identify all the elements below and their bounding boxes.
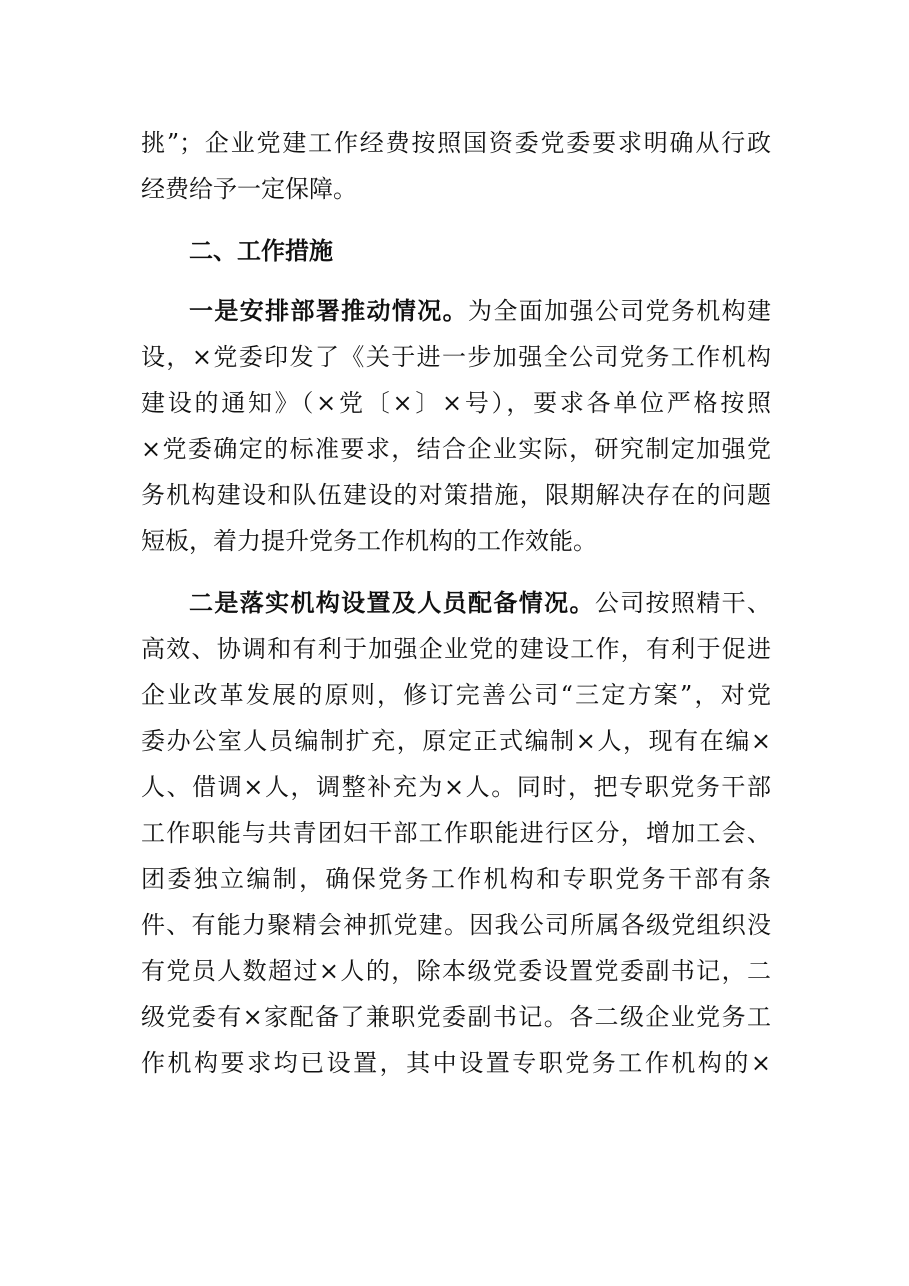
text-line: 级党委有×家配备了兼职党委副书记。各二级企业党务工	[141, 1003, 771, 1031]
text-line: 有党员人数超过×人的，除本级党委设置党委副书记，二	[141, 957, 771, 985]
text-line: 经费给予一定保障。	[141, 175, 357, 203]
paragraph-lead: 二是落实机构设置及人员配备情况。	[189, 588, 595, 617]
text-line: 务机构建设和队伍建设的对策措施，限期解决存在的问题	[141, 481, 771, 509]
text-line: 建设的通知》（×党〔×〕×号），要求各单位严格按照	[141, 389, 771, 417]
text-line: 作机构要求均已设置，其中设置专职党务工作机构的×	[141, 1049, 771, 1077]
paragraph-text: 公司按照精干、	[594, 589, 771, 617]
text-line: 人、借调×人，调整补充为×人。同时，把专职党务干部	[141, 773, 771, 801]
text-line: 工作职能与共青团妇干部工作职能进行区分，增加工会、	[141, 819, 771, 847]
paragraph-text: 为全面加强公司党务机构建	[468, 297, 771, 325]
text-line: 挑”；企业党建工作经费按照国资委党委要求明确从行政	[141, 129, 771, 157]
section-heading: 二、工作措施	[189, 236, 333, 265]
text-line: 企业改革发展的原则，修订完善公司“三定方案”，对党	[141, 681, 771, 709]
paragraph-lead: 一是安排部署推动情况。	[189, 296, 468, 325]
text-line: 高效、协调和有利于加强企业党的建设工作，有利于促进	[141, 635, 771, 663]
text-line: 委办公室人员编制扩充，原定正式编制×人，现有在编×	[141, 727, 771, 755]
paragraph-first-line	[189, 291, 771, 331]
paragraph-first-line	[189, 583, 771, 623]
text-line: ×党委确定的标准要求，结合企业实际，研究制定加强党	[141, 435, 771, 463]
text-line: 件、有能力聚精会神抓党建。因我公司所属各级党组织没	[141, 911, 771, 939]
text-line: 设，×党委印发了《关于进一步加强全公司党务工作机构	[141, 343, 771, 371]
text-line: 短板，着力提升党务工作机构的工作效能。	[141, 527, 597, 555]
text-line: 团委独立编制，确保党务工作机构和专职党务干部有条	[141, 865, 771, 893]
